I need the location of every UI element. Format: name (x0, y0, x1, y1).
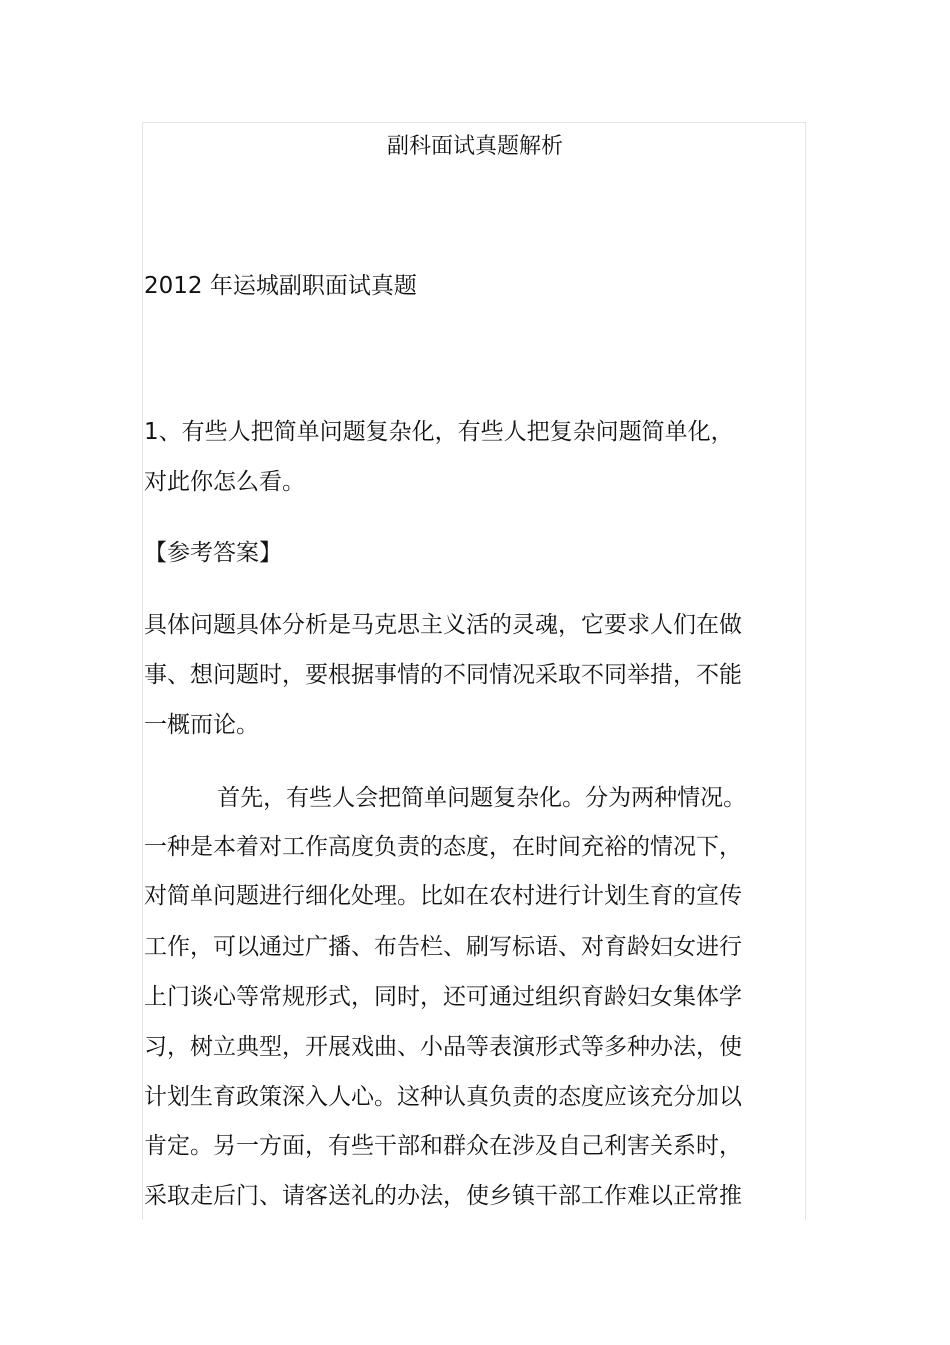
document-title: 副科面试真题解析 (386, 134, 563, 159)
paragraph-line: 一概而论。 (144, 712, 259, 738)
paragraph-line: 对简单问题进行细化处理。比如在农村进行计划生育的宣传 (144, 883, 742, 909)
paragraph-line: 首先，有些人会把简单问题复杂化。分为两种情况。 (144, 785, 747, 811)
paragraph-line: 习，树立典型，开展戏曲、小品等表演形式等多种办法，使 (144, 1034, 742, 1060)
question-line: 对此你怎么看。 (144, 469, 305, 495)
question-line: 1、有些人把简单问题复杂化，有些人把复杂问题简单化， (144, 419, 734, 445)
paragraph-line: 肯定。另一方面，有些干部和群众在涉及自己利害关系时， (144, 1133, 742, 1159)
answer-heading: 【参考答案】 (144, 540, 282, 566)
paragraph-line: 上门谈心等常规形式，同时，还可通过组织育龄妇女集体学 (144, 984, 742, 1010)
paragraph-line: 具体问题具体分析是马克思主义活的灵魂，它要求人们在做 (144, 612, 742, 638)
paragraph-line: 一种是本着对工作高度负责的态度，在时间充裕的情况下， (144, 834, 742, 860)
paragraph-line: 事、想问题时，要根据事情的不同情况采取不同举措，不能 (144, 662, 742, 688)
document-subtitle: 2012 年运城副职面试真题 (144, 273, 417, 299)
paragraph-line: 采取走后门、请客送礼的办法，使乡镇干部工作难以正常推 (144, 1183, 742, 1209)
paragraph-line: 计划生育政策深入人心。这种认真负责的态度应该充分加以 (144, 1084, 742, 1110)
paragraph-line: 工作，可以通过广播、布告栏、刷写标语、对育龄妇女进行 (144, 934, 742, 960)
